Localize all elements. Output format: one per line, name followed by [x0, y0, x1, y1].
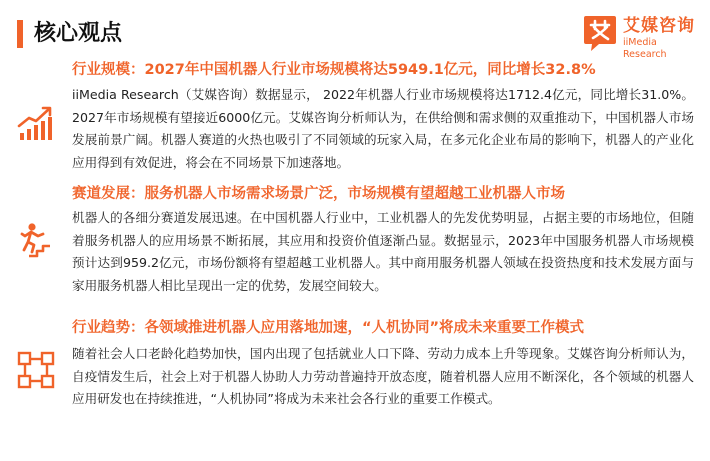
brand-logo — [583, 14, 701, 60]
climbing-stairs-icon — [17, 222, 53, 258]
logo-name-cn: 艾媒咨询 — [623, 16, 695, 36]
page-title: 核心观点 — [34, 21, 123, 46]
section-body-industry-scale: iiMedia Research（艾媒咨询）数据显示， 2022年机器人行业市场规模将达1712.4亿元，同比增长31.0%。2027年市场规模有望接近6000亿元。艾媒咨询分析师认为，在供给侧和需求侧的双重推动下，中国机器人市场发展前景广阔。机器人赛道的火热也吸引了不同领域的玩家入局，在多元化企业布局的影响下，机器人的产业化应用得到有效促进，将会在不同场景下加速落地。 — [72, 87, 694, 171]
section-heading-industry-scale: 行业规模：2027年中国机器人行业市场规模将达5949.1亿元，同比增长32.8% — [72, 62, 596, 78]
title-accent-bar — [17, 20, 23, 48]
growth-chart-icon — [16, 104, 56, 142]
section-heading-track-development: 赛道发展：服务机器人市场需求场景广泛，市场规模有望超越工业机器人市场 — [72, 186, 565, 202]
logo-name-en: iiMedia Research — [623, 37, 667, 60]
section-body-track-development: 机器人的各细分赛道发展迅速。在中国机器人行业中，工业机器人的先发优势明显，占据主要的市场地位，但随着服务机器人的应用场景不断拓展，其应用和投资价值逐渐凸显。数据显示，2023年中国服务机器人市场规模预计达到959.2亿元，市场份额将有望超越工业机器人。其中商用服务机器人领域在投资热度和技术发展方面与家用服务机器人相比呈现出一定的优势，发展空间较大。 — [72, 210, 694, 294]
section-heading-industry-trend: 行业趋势：各领域推进机器人应用落地加速，“人机协同”将成未来重要工作模式 — [72, 320, 585, 336]
iimedia-logo-mark-icon — [583, 14, 617, 52]
network-nodes-icon — [16, 350, 56, 390]
section-body-industry-trend: 随着社会人口老龄化趋势加快，国内出现了包括就业人口下降、劳动力成本上升等现象。艾媒咨询分析师认为，自疫情发生后，社会上对于机器人协助人力劳动普遍持开放态度，随着机器人应用不断深化，各个领域的机器人应用研发也在持续推进，“人机协同”将成为未来社会各行业的重要工作模式。 — [72, 346, 694, 407]
